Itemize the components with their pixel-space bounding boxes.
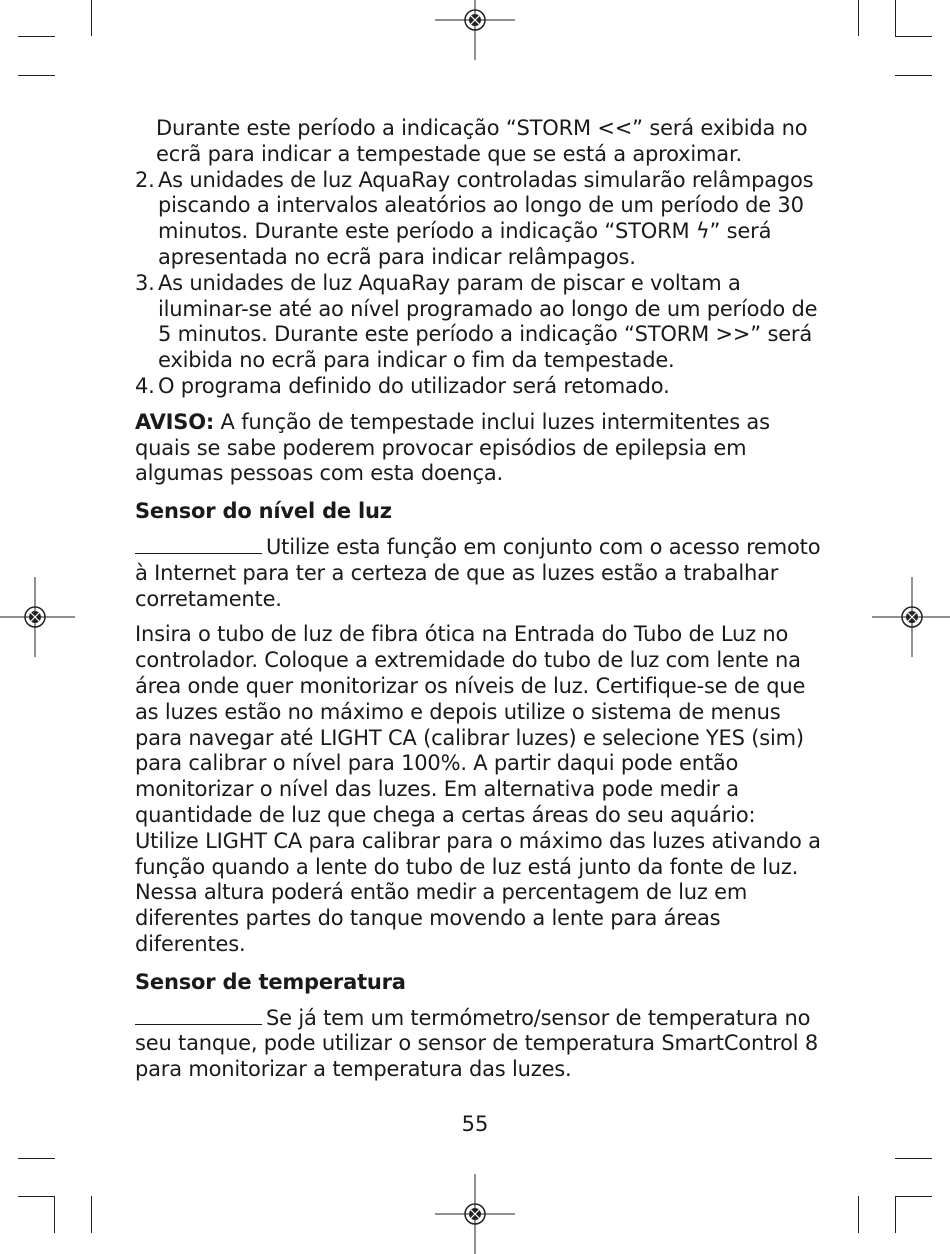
- crop-mark: [54, 1196, 55, 1233]
- registration-mark-icon: [435, 0, 515, 60]
- registration-mark-icon: [0, 577, 75, 657]
- blank-line: [135, 1006, 262, 1025]
- crop-mark: [91, 1196, 92, 1233]
- list-item: 4. O programa definido do utilizador será retomado.: [135, 373, 670, 398]
- page-number: 55: [461, 1112, 489, 1136]
- crop-mark: [895, 75, 932, 76]
- crop-mark: [858, 1196, 859, 1233]
- light-sensor-intro: Utilize esta função em conjunto com o acesso remoto à Internet para ter a certeza de que as luzes estão a trabalhar corretamente.: [135, 534, 821, 611]
- crop-mark: [91, 0, 92, 36]
- crop-mark: [895, 1196, 896, 1233]
- crop-mark: [858, 0, 859, 36]
- crop-mark: [18, 75, 55, 76]
- crop-mark: [18, 1158, 55, 1159]
- temp-sensor-intro: Se já tem um termómetro/sensor de temperatura no seu tanque, pode utilizar o sensor de temperatura SmartControl 8 para monitorizar a temperatura das luzes.: [135, 1005, 818, 1082]
- section-heading-temp-sensor: Sensor de temperatura: [135, 969, 406, 994]
- warning-paragraph: [135, 410, 825, 487]
- crop-mark: [895, 1158, 932, 1159]
- list-item: 2. As unidades de luz AquaRay controladas simularão relâmpagos piscando a intervalos aleatórios ao longo de um período de 30 minutos. Durante este período a indicação “STORM ϟ” será apresentada no ecrã para indicar relâmpagos.: [135, 167, 814, 269]
- registration-mark-icon: [872, 577, 950, 657]
- crop-mark: [895, 36, 932, 37]
- light-sensor-instructions: Insira o tubo de luz de fibra ótica na Entrada do Tubo de Luz no controlador. Coloque a extremidade do tubo de luz com lente na área onde quer monitorizar os níveis de luz. Certifique-se de que as luzes estão no máximo e depois utilize o sistema de menus para navegar até LIGHT CA (calibrar luzes) e selecione YES (sim) para calibrar o nível para 100%. A partir daqui pode então monitorizar o nível das luzes. Em alternativa pode medir a quantidade de luz que chega a certas áreas do seu aquário: Utilize LIGHT CA para calibrar para o máximo das luzes ativando a função quando a lente do tubo de luz está junto da fonte de luz. Nessa altura poderá então medir a percentagem de luz em diferentes partes do tanque movendo a lente para áreas diferentes.: [135, 622, 821, 956]
- storm-steps-list: [135, 168, 825, 400]
- section-heading-light-sensor: Sensor do nível de luz: [135, 499, 392, 524]
- warning-text: A função de tempestade inclui luzes intermitentes as quais se sabe poderem provocar episódios de epilepsia em algumas pessoas com esta doença.: [135, 409, 770, 486]
- registration-mark-icon: [435, 1174, 515, 1254]
- crop-mark: [18, 1196, 55, 1197]
- crop-mark: [895, 1196, 932, 1197]
- crop-mark: [895, 0, 896, 36]
- warning-label: AVISO:: [135, 409, 215, 434]
- page-content: [135, 116, 825, 1083]
- intro-continuation: Durante este período a indicação “STORM <<” será exibida no ecrã para indicar a tempestade que se está a aproximar.: [156, 116, 808, 166]
- list-item: 3. As unidades de luz AquaRay param de piscar e voltam a iluminar-se até ao nível programado ao longo de um período de 5 minutos. Durante este período a indicação “STORM >>” será exibida no ecrã para indicar o fim da tempestade.: [135, 270, 818, 373]
- blank-line: [135, 535, 262, 554]
- crop-mark: [18, 36, 55, 37]
